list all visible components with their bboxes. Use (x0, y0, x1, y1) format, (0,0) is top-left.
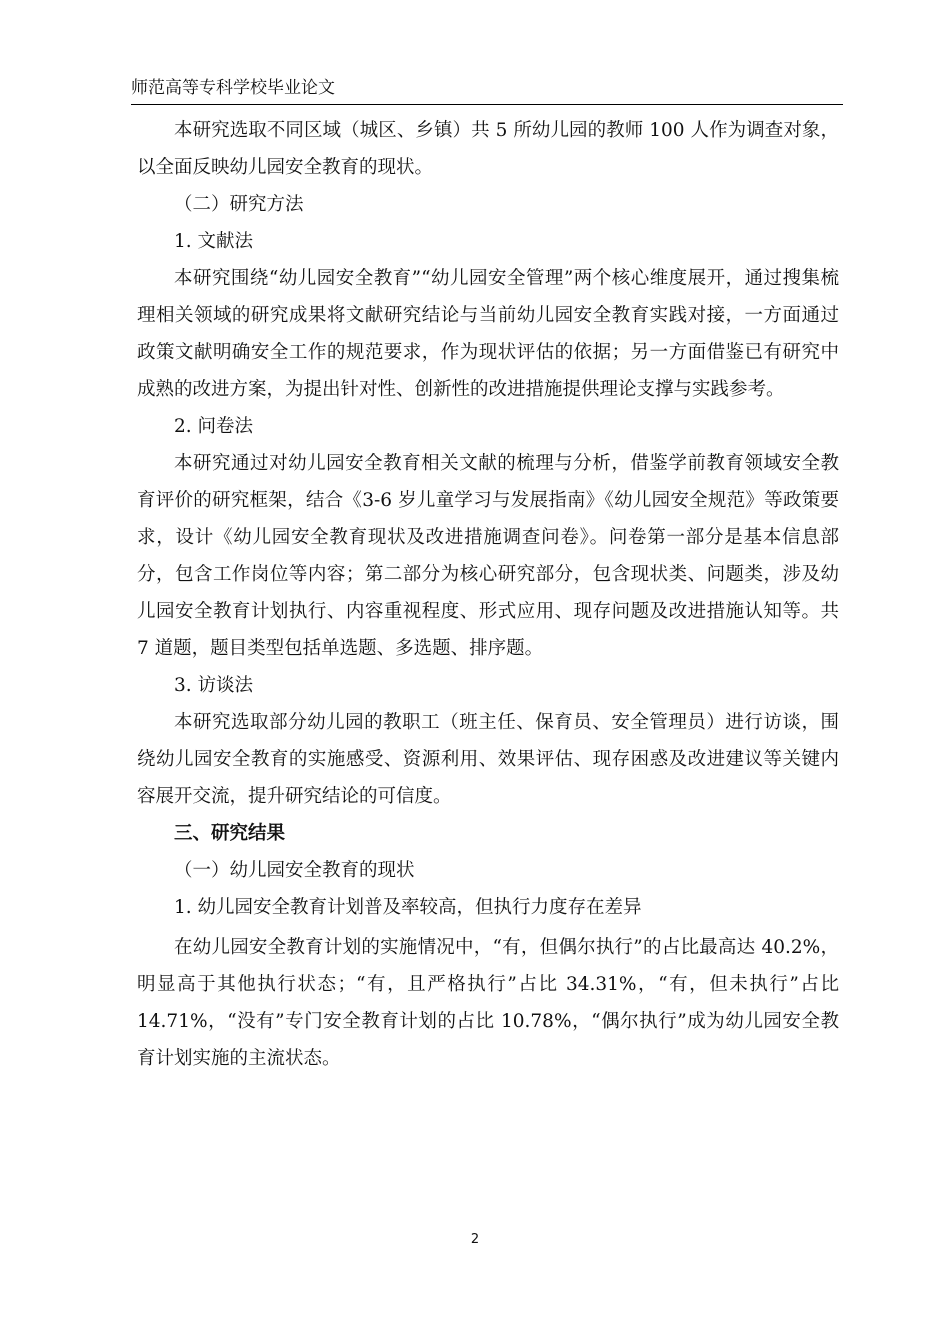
heading-research-methods: （二）研究方法 (174, 194, 304, 215)
paragraph-plan-coverage: 在幼儿园安全教育计划的实施情况中，“有，但偶尔执行”的占比最高达 40.2%，明显高于其他执行状态；“有，且严格执行”占比 34.31%，“有，但未执行”占比 14.71%，“没有”专门安全教育计划的占比 10.78%，“偶尔执行”成为幼儿园安全教育计划实施的主流状态。 (137, 937, 839, 1069)
heading-current-status: （一）幼儿园安全教育的现状 (174, 860, 415, 881)
heading-research-results: 三、研究结果 (174, 823, 286, 844)
heading-interview-method: 3. 访谈法 (174, 675, 254, 696)
paragraph-subjects: 本研究选取不同区域（城区、乡镇）共 5 所幼儿园的教师 100 人作为调查对象，以全面反映幼儿园安全教育的现状。 (137, 120, 839, 178)
paragraph-interview-method: 本研究选取部分幼儿园的教职工（班主任、保育员、安全管理员）进行访谈，围绕幼儿园安全教育的实施感受、资源利用、效果评估、现存困惑及改进建议等关键内容展开交流，提升研究结论的可信度。 (137, 712, 839, 807)
heading-plan-coverage: 1. 幼儿园安全教育计划普及率较高，但执行力度存在差异 (174, 897, 642, 918)
heading-questionnaire-method: 2. 问卷法 (174, 416, 254, 437)
page-header (131, 75, 843, 105)
document-body (137, 112, 839, 1077)
paragraph-literature-method: 本研究围绕“幼儿园安全教育”“幼儿园安全管理”两个核心维度展开，通过搜集梳理相关领域的研究成果将文献研究结论与当前幼儿园安全教育实践对接，一方面通过政策文献明确安全工作的规范要求，作为现状评估的依据；另一方面借鉴已有研究中成熟的改进方案，为提出针对性、创新性的改进措施提供理论支撑与实践参考。 (137, 268, 839, 400)
paragraph-questionnaire-method: 本研究通过对幼儿园安全教育相关文献的梳理与分析，借鉴学前教育领域安全教育评价的研究框架，结合《3-6 岁儿童学习与发展指南》《幼儿园安全规范》等政策要求，设计《幼儿园安全教育现状及改进措施调查问卷》。问卷第一部分是基本信息部分，包含工作岗位等内容；第二部分为核心研究部分，包含现状类、问题类，涉及幼儿园安全教育计划执行、内容重视程度、形式应用、现存问题及改进措施认知等。共 7 道题，题目类型包括单选题、多选题、排序题。 (137, 453, 839, 659)
heading-literature-method: 1. 文献法 (174, 231, 254, 252)
page-number: 2 (470, 1232, 480, 1247)
header-title: 师范高等专科学校毕业论文 (131, 78, 335, 98)
